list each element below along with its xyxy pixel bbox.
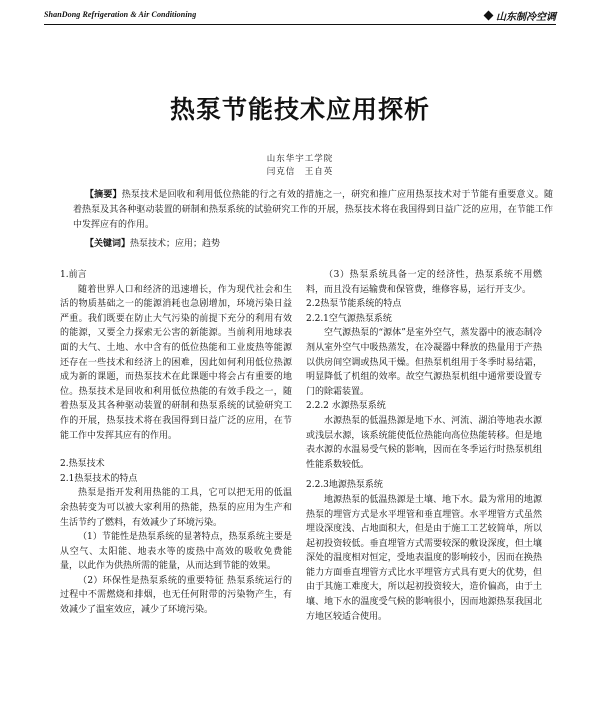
author-affiliation: 山东华宇工学院 (266, 154, 334, 164)
diamond-icon (484, 11, 494, 21)
section-heading: 2.2热泵节能系统的特点 (306, 299, 402, 310)
keywords-text: 热泵技术；应用；趋势 (130, 239, 221, 249)
journal-name-chinese (485, 8, 556, 23)
right-column (306, 268, 542, 624)
left-column (60, 268, 292, 618)
body-paragraph: （1）节能性是热泵系统的显著特点，热泵系统主要是从空气、太阳能、地表水等的废热中高效的吸收免费能量，以此作为供热所需的能量，从而达到节能的效果。 (60, 532, 292, 572)
section-heading: 2.2.2 水源热泵系统 (306, 401, 386, 412)
section-heading: 2.热泵技术 (60, 459, 105, 470)
paragraph-spacer (60, 443, 292, 457)
section-heading: 2.1热泵技术的特点 (60, 473, 138, 484)
section-heading: 2.2.1空气源热泵系统 (306, 313, 392, 324)
body-paragraph: （2）环保性是热泵系统的重要特征 热泵系统运行的过程中不需燃烧和排烟，也无任何附带的污染物产生，有效减少了温室效应，减少了环境污染。 (60, 575, 292, 616)
abstract (73, 188, 553, 233)
author-names: 闫克信 王自英 (266, 167, 334, 177)
body-paragraph: 空气源热泵的“源体”是室外空气，蒸发器中的液态制冷剂从室外空气中吸热蒸发，在冷凝器中释放的热量用于产热以供房间空调或热风干燥。但热泵机组用于冬季时易结霜，明显降低了机组的效率。故空气源热泵机组中通常要设置专门的除霜装置。 (306, 328, 542, 397)
body-paragraph: 热泵是指开发利用热能的工具，它可以把无用的低温余热转变为可以被大家利用的热能，热泵的应用为生产和生活节约了燃料，有效减少了环境污染。 (60, 488, 292, 528)
section-heading: 1.前言 (60, 270, 87, 280)
running-header (44, 8, 556, 24)
keywords (85, 237, 545, 251)
body-paragraph: 地源热泵的低温热源是土壤、地下水。最为常用的地源热泵的埋管方式是水平埋管和垂直埋管。水平埋管方式虽然埋设深度浅、占地面积大，但是由于施工工艺较简单，所以起初投资较低。垂直埋管方式需要较深的敷设深度，但土壤深处的温度相对恒定，受地表温度的影响较小，因而在换热能力方面垂直埋管方式比水平埋管方式具有更大的优势，但由于其施工难度大，所以起初投资较大，造价偏高，由于土壤、地下水的温度受气候的影响很小，因而地源热泵我国北方地区较适合使用。 (306, 494, 542, 622)
abstract-text: 热泵技术是回收和利用低位热能的行之有效的措施之一，研究和推广应用热泵技术对于节能有重要意义。随着热泵及其各种驱动装置的研制和热泵系统的试验研究工作的开展，热泵技术将在我国得到日益广泛的应用，在节能工作中发挥应有的作用。 (73, 190, 553, 230)
section-heading: 2.2.3地源热泵系统 (306, 480, 383, 491)
body-paragraph: 水源热泵的低温热源是地下水、河流、湖泊等地表水源或浅层水源，该系统能使低位热能向高位热能转移。但是地表水源的水温易受气候的影响，因而在冬季运行时热泵机组性能系数较低。 (306, 415, 542, 470)
header-rule (44, 24, 556, 25)
article-title: 热泵节能技术应用探析 (169, 95, 430, 124)
keywords-label: 【关键词】 (85, 239, 131, 249)
journal-name-english: ShanDong Refrigeration & Air Conditioning (44, 10, 197, 19)
body-paragraph: （3）热泵系统具备一定的经济性，热泵系统不用燃料，而且没有运输费和保管费，维修容易，运行开支少。 (306, 270, 542, 295)
body-paragraph: 随着世界人口和经济的迅速增长，作为现代社会和生活的物质基础之一的能源消耗也急剧增加，环境污染日益严重。我们既要在防止大气污染的前提下充分的利用有效的能源，又要全力探索无公害的新能源。当前利用地球表面的大气、土地、水中含有的低位热能和工业废热等能源还存在一些技术和经济上的困难，因此如何利用低位热源成为新的课题，而热泵技术在此课题中将会占有重要的地位。热泵技术是回收和利用低位热能的有效手段之一，随着热泵及其各种驱动装置的研制和热泵系统的试验研究工作的开展，热泵技术将在我国得到日益广泛的应用，在节能工作中发挥其应有的作用。 (60, 284, 292, 441)
journal-name-chinese-text: 山东制冷空调 (496, 12, 556, 23)
abstract-label: 【摘要】 (85, 190, 122, 200)
